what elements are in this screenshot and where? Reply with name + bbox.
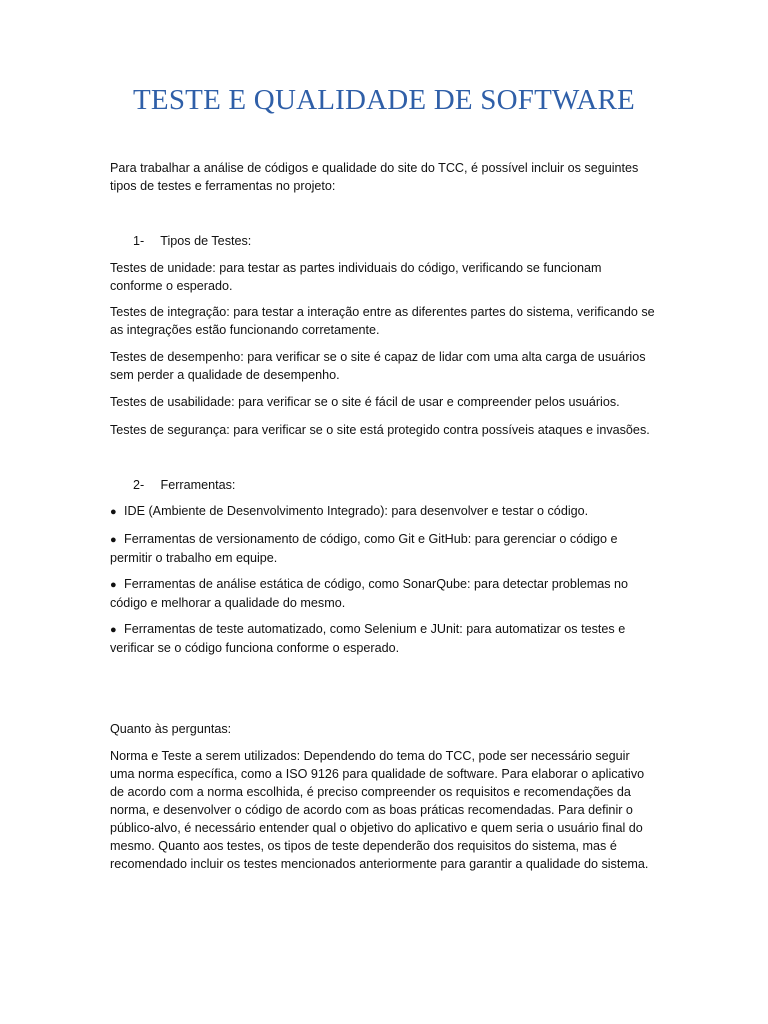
list-item [110, 502, 655, 521]
section-heading-label: Tipos de Testes: [160, 234, 252, 248]
document-title: TESTE E QUALIDADE DE SOFTWARE [133, 84, 635, 116]
intro-paragraph: Para trabalhar a análise de códigos e qualidade do site do TCC, é possível incluir os seguintes tipos de testes e ferramentas no projeto: [110, 161, 639, 193]
section-number: 2- [133, 478, 145, 492]
paragraph-testes-de-unidade: Testes de unidade: para testar as partes individuais do código, verificando se funcionam conforme o esperado. [110, 261, 602, 293]
questions-answer-paragraph: Norma e Teste a serem utilizados: Dependendo do tema do TCC, pode ser necessário seguir uma norma específica, como a ISO 9126 para qualidade de software. Para elaborar o aplicativo de acordo com a norma escolhida, é preciso compreender os requisitos e recomendações da norma, e desenvolver o código de acordo com as boas práticas recomendadas. Para definir o público-alvo, é necessário entender qual o objetivo do aplicativo e quem seria o usuário final do mesmo. Quanto aos testes, os tipos de teste dependerão dos requisitos do sistema, mas é recomendado incluir os testes mencionados anteriormente para garantir a qualidade do sistema. [110, 749, 649, 871]
paragraph-testes-de-seguranca: Testes de segurança: para verificar se o site está protegido contra possíveis ataques e invasões. [110, 423, 650, 437]
list-item [110, 530, 655, 567]
list-item-text: Ferramentas de teste automatizado, como Selenium e JUnit: para automatizar os testes e verificar se o código funciona conforme o esperado. [110, 622, 626, 655]
bullet-icon: ● [110, 534, 117, 546]
bullet-icon: ● [110, 506, 117, 518]
questions-heading: Quanto às perguntas: [110, 722, 232, 736]
list-item [110, 575, 655, 612]
list-item-text: Ferramentas de versionamento de código, como Git e GitHub: para gerenciar o código e permitir o trabalho em equipe. [110, 532, 618, 565]
section-heading-tipos-de-testes [133, 232, 251, 250]
section-number: 1- [133, 234, 145, 248]
bullet-icon: ● [110, 579, 117, 591]
bullet-icon: ● [110, 624, 117, 636]
paragraph-testes-de-desempenho: Testes de desempenho: para verificar se o site é capaz de lidar com uma alta carga de usuários sem perder a qualidade de desempenho. [110, 350, 646, 382]
list-item-text: Ferramentas de análise estática de código, como SonarQube: para detectar problemas no código e melhorar a qualidade do mesmo. [110, 577, 629, 610]
section-heading-label: Ferramentas: [160, 478, 236, 492]
paragraph-testes-de-usabilidade: Testes de usabilidade: para verificar se o site é fácil de usar e compreender pelos usuários. [110, 395, 620, 409]
section-heading-ferramentas [133, 476, 235, 494]
list-item [110, 620, 655, 657]
list-item-text: IDE (Ambiente de Desenvolvimento Integrado): para desenvolver e testar o código. [124, 504, 589, 518]
paragraph-testes-de-integracao: Testes de integração: para testar a interação entre as diferentes partes do sistema, verificando se as integrações estão funcionando corretamente. [110, 305, 655, 337]
